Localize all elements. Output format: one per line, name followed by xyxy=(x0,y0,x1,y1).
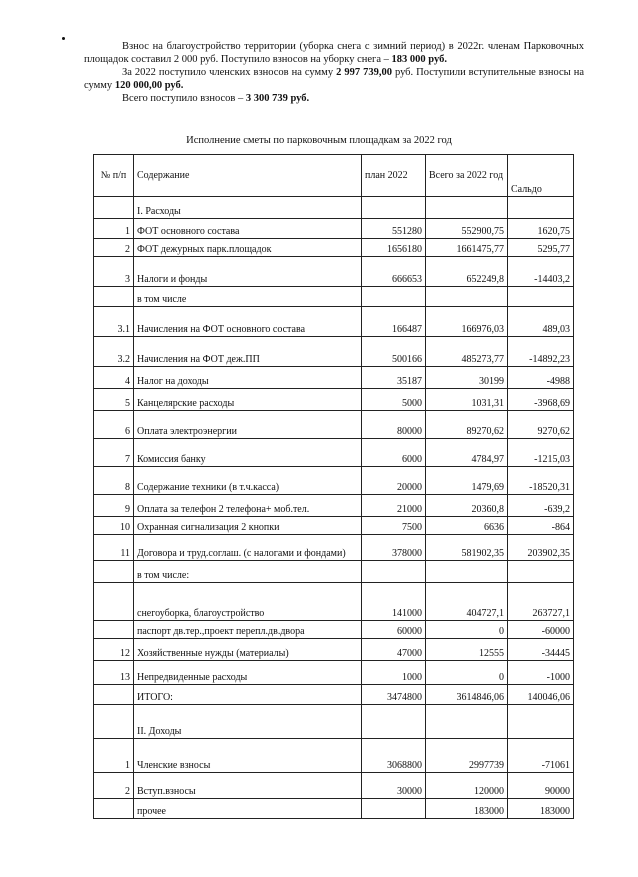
ink-dot xyxy=(62,37,65,40)
row-plan: 378000 xyxy=(362,535,426,561)
row-plan: 35187 xyxy=(362,367,426,389)
row-total: 120000 xyxy=(426,773,508,799)
row-total: 183000 xyxy=(426,799,508,819)
table-row xyxy=(94,389,574,411)
row-number: 2 xyxy=(94,773,134,799)
row-number: 6 xyxy=(94,411,134,439)
row-saldo: -14892,23 xyxy=(508,337,574,367)
row-content: Налоги и фонды xyxy=(134,257,362,287)
intro-paragraph-2: За 2022 поступило членских взносов на сумму 2 997 739,00 руб. Поступили вступительные взносы на сумму 120 000,00 руб. xyxy=(84,67,585,91)
row-total: 581902,35 xyxy=(426,535,508,561)
row-plan: 141000 xyxy=(362,583,426,621)
table-row xyxy=(94,773,574,799)
row-number xyxy=(94,685,134,705)
row-plan: 7500 xyxy=(362,517,426,535)
table-row xyxy=(94,411,574,439)
row-number: 11 xyxy=(94,535,134,561)
row-number: 3.2 xyxy=(94,337,134,367)
row-saldo: 183000 xyxy=(508,799,574,819)
row-total: 166976,03 xyxy=(426,307,508,337)
row-number: 4 xyxy=(94,367,134,389)
row-plan: 3474800 xyxy=(362,685,426,705)
row-number: 7 xyxy=(94,439,134,467)
row-plan: 5000 xyxy=(362,389,426,411)
table-row xyxy=(94,685,574,705)
row-plan: 1000 xyxy=(362,661,426,685)
row-content: Оплата за телефон 2 телефона+ моб.тел. xyxy=(134,495,362,517)
table-row xyxy=(94,661,574,685)
row-total: 0 xyxy=(426,661,508,685)
row-saldo xyxy=(508,287,574,307)
row-number: 12 xyxy=(94,639,134,661)
row-plan: 666653 xyxy=(362,257,426,287)
row-number: 3.1 xyxy=(94,307,134,337)
table-row xyxy=(94,257,574,287)
header-plan: план 2022 xyxy=(362,155,426,197)
table-row xyxy=(94,467,574,495)
header-content: Содержание xyxy=(134,155,362,197)
row-total xyxy=(426,561,508,583)
row-total: 1479,69 xyxy=(426,467,508,495)
row-total: 12555 xyxy=(426,639,508,661)
row-saldo xyxy=(508,561,574,583)
row-content: Непредвиденные расходы xyxy=(134,661,362,685)
row-plan: 500166 xyxy=(362,337,426,367)
row-number: 3 xyxy=(94,257,134,287)
table-row xyxy=(94,561,574,583)
row-total: 552900,75 xyxy=(426,219,508,239)
row-plan: 20000 xyxy=(362,467,426,495)
row-content: Членские взносы xyxy=(134,739,362,773)
row-total xyxy=(426,705,508,739)
header-total: Всего за 2022 год xyxy=(426,155,508,197)
table-title: Исполнение сметы по парковочным площадкам за 2022 год xyxy=(186,135,452,146)
row-total: 3614846,06 xyxy=(426,685,508,705)
row-saldo: -1215,03 xyxy=(508,439,574,467)
row-plan xyxy=(362,561,426,583)
row-saldo: 9270,62 xyxy=(508,411,574,439)
row-content: Вступ.взносы xyxy=(134,773,362,799)
row-saldo: 1620,75 xyxy=(508,219,574,239)
row-content: ИТОГО: xyxy=(134,685,362,705)
row-number xyxy=(94,799,134,819)
row-number: 5 xyxy=(94,389,134,411)
row-plan: 6000 xyxy=(362,439,426,467)
row-saldo: 489,03 xyxy=(508,307,574,337)
row-content: Охранная сигнализация 2 кнопки xyxy=(134,517,362,535)
row-total xyxy=(426,287,508,307)
row-plan: 80000 xyxy=(362,411,426,439)
row-content: Комиссия банку xyxy=(134,439,362,467)
row-content: II. Доходы xyxy=(134,705,362,739)
row-plan: 166487 xyxy=(362,307,426,337)
intro-paragraph-1: Взнос на благоустройство территории (уборка снега с зимний период) в 2022г. членам Парковочных площадок составил 2 000 руб. Поступило взносов на уборку снега – 183 000 руб. xyxy=(84,41,584,65)
row-number: 2 xyxy=(94,239,134,257)
row-plan: 21000 xyxy=(362,495,426,517)
row-content: Хозяйственные нужды (материалы) xyxy=(134,639,362,661)
row-saldo: 140046,06 xyxy=(508,685,574,705)
table-body xyxy=(94,197,574,819)
row-content: Начисления на ФОТ деж.ПП xyxy=(134,337,362,367)
row-plan xyxy=(362,799,426,819)
table-row xyxy=(94,219,574,239)
table-row xyxy=(94,495,574,517)
row-total: 485273,77 xyxy=(426,337,508,367)
row-saldo: -71061 xyxy=(508,739,574,773)
row-plan: 60000 xyxy=(362,621,426,639)
header-num: № п/п xyxy=(94,155,134,197)
row-number: 1 xyxy=(94,219,134,239)
row-saldo: 263727,1 xyxy=(508,583,574,621)
row-plan: 551280 xyxy=(362,219,426,239)
row-saldo: 90000 xyxy=(508,773,574,799)
table-header-row xyxy=(94,155,574,197)
row-number xyxy=(94,561,134,583)
table-row xyxy=(94,337,574,367)
row-number xyxy=(94,197,134,219)
intro-paragraph-3: Всего поступило взносов – 3 300 739 руб. xyxy=(122,93,310,104)
intro-text xyxy=(84,40,584,105)
row-content: Содержание техники (в т.ч.касса) xyxy=(134,467,362,495)
table-row xyxy=(94,621,574,639)
table-row xyxy=(94,197,574,219)
row-plan: 3068800 xyxy=(362,739,426,773)
row-content: I. Расходы xyxy=(134,197,362,219)
table-row xyxy=(94,705,574,739)
row-saldo xyxy=(508,197,574,219)
row-plan xyxy=(362,197,426,219)
row-total: 652249,8 xyxy=(426,257,508,287)
table-row xyxy=(94,367,574,389)
row-content: в том числе: xyxy=(134,561,362,583)
row-saldo: -34445 xyxy=(508,639,574,661)
row-number xyxy=(94,583,134,621)
row-total: 4784,97 xyxy=(426,439,508,467)
row-number: 8 xyxy=(94,467,134,495)
row-total: 2997739 xyxy=(426,739,508,773)
row-content: ФОТ основного состава xyxy=(134,219,362,239)
row-total: 6636 xyxy=(426,517,508,535)
table-row xyxy=(94,287,574,307)
row-content: Договора и труд.соглаш. (с налогами и фондами) xyxy=(134,535,362,561)
row-total: 0 xyxy=(426,621,508,639)
row-content: прочее xyxy=(134,799,362,819)
row-plan xyxy=(362,705,426,739)
row-saldo: -864 xyxy=(508,517,574,535)
row-total: 89270,62 xyxy=(426,411,508,439)
header-saldo: Сальдо xyxy=(508,155,574,197)
row-content: Канцелярские расходы xyxy=(134,389,362,411)
row-content: паспорт дв.тер.,проект перепл.дв.двора xyxy=(134,621,362,639)
table-row xyxy=(94,239,574,257)
row-content: Оплата электроэнергии xyxy=(134,411,362,439)
row-total: 1661475,77 xyxy=(426,239,508,257)
row-saldo: -3968,69 xyxy=(508,389,574,411)
row-saldo xyxy=(508,705,574,739)
row-total: 1031,31 xyxy=(426,389,508,411)
row-content: снегоуборка, благоустройство xyxy=(134,583,362,621)
row-plan: 47000 xyxy=(362,639,426,661)
row-saldo: -4988 xyxy=(508,367,574,389)
table-row xyxy=(94,583,574,621)
row-total: 404727,1 xyxy=(426,583,508,621)
row-number: 10 xyxy=(94,517,134,535)
row-saldo: -14403,2 xyxy=(508,257,574,287)
row-plan xyxy=(362,287,426,307)
row-plan: 30000 xyxy=(362,773,426,799)
row-total: 20360,8 xyxy=(426,495,508,517)
row-number: 9 xyxy=(94,495,134,517)
row-content: Налог на доходы xyxy=(134,367,362,389)
table-row xyxy=(94,439,574,467)
row-number xyxy=(94,287,134,307)
row-content: ФОТ дежурных парк.площадок xyxy=(134,239,362,257)
row-saldo: -1000 xyxy=(508,661,574,685)
row-total xyxy=(426,197,508,219)
table-row xyxy=(94,799,574,819)
row-number xyxy=(94,705,134,739)
table-row xyxy=(94,535,574,561)
row-number: 13 xyxy=(94,661,134,685)
row-total: 30199 xyxy=(426,367,508,389)
table-row xyxy=(94,307,574,337)
row-saldo: -639,2 xyxy=(508,495,574,517)
row-saldo: 5295,77 xyxy=(508,239,574,257)
row-saldo: -18520,31 xyxy=(508,467,574,495)
budget-table xyxy=(93,154,574,819)
table-row xyxy=(94,639,574,661)
row-content: Начисления на ФОТ основного состава xyxy=(134,307,362,337)
row-saldo: -60000 xyxy=(508,621,574,639)
row-plan: 1656180 xyxy=(362,239,426,257)
row-number: 1 xyxy=(94,739,134,773)
row-content: в том числе xyxy=(134,287,362,307)
table-row xyxy=(94,517,574,535)
row-saldo: 203902,35 xyxy=(508,535,574,561)
table-row xyxy=(94,739,574,773)
row-number xyxy=(94,621,134,639)
